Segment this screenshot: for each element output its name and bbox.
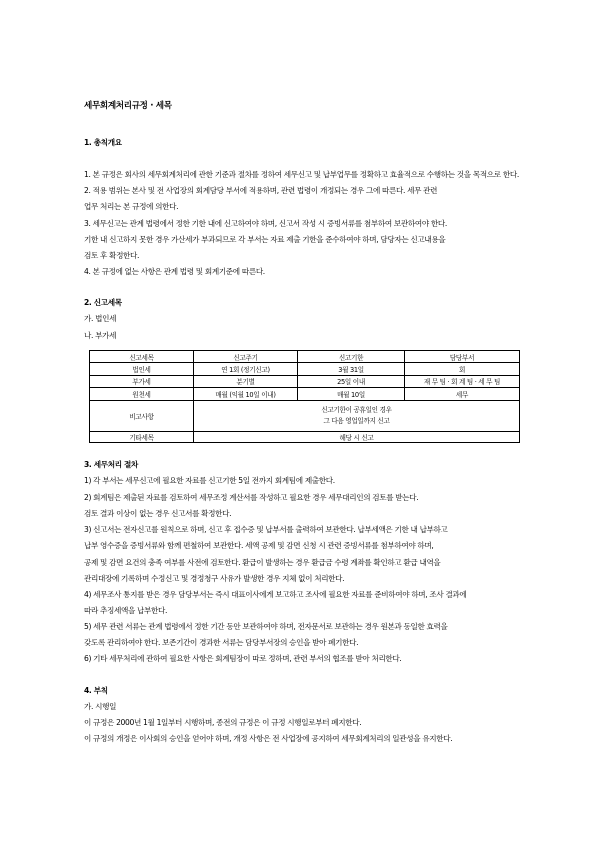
paragraph-line: 관리대장에 기록하며 수정신고 및 경정청구 사유가 발생한 경우 지체 없이 처리한다. (84, 574, 345, 583)
paragraph-line: 납부 영수증을 증빙서류와 함께 편철하여 보관한다. 세액 공제 및 감면 신청 시 관련 증빙서류를 첨부하여야 하며, (84, 541, 434, 550)
section-3-heading: 3. 세무처리 절차 (84, 460, 138, 469)
table-header-cell: 담당부서 (405, 351, 520, 363)
table-header-cell: 신고기한 (298, 351, 405, 363)
table-cell: 분기별 (194, 375, 298, 387)
paragraph-line: 이 규정은 2000년 1월 1일부터 시행하며, 종전의 규정은 이 규정 시행일로부터 폐지한다. (84, 718, 362, 727)
tax-schedule-table (89, 350, 520, 443)
subsection-label: 가. 시행일 (84, 702, 117, 711)
paragraph-line: 검토 결과 이상이 없는 경우 신고서를 확정한다. (84, 509, 232, 518)
section-4-heading: 4. 부칙 (84, 686, 108, 695)
paragraph-line: 4. 본 규정에 없는 사항은 관계 법령 및 회계기준에 따른다. (84, 267, 265, 276)
merged-cell-line: 신고기한이 공휴일인 경우 (321, 405, 392, 414)
table-cell: 부가세 (90, 375, 194, 387)
subsection-label: 나. 부가세 (84, 331, 117, 340)
subsection-label: 가. 법인세 (84, 314, 117, 323)
table-header-row (90, 351, 520, 363)
table-row (90, 363, 520, 375)
paragraph-line: 1. 본 규정은 회사의 세무회계처리에 관한 기준과 절차를 정하여 세무신고 및 납부업무를 정확하고 효율적으로 수행하는 것을 목적으로 한다. (84, 170, 519, 179)
table-cell: 3월 31일 (298, 363, 405, 375)
table-cell: 매월 10일 (298, 388, 405, 400)
paragraph-line: 검토 후 확정한다. (84, 251, 140, 260)
table-cell: 매월 (익월 10일 이내) (194, 388, 298, 400)
table-cell: 재 무 팀 · 회 계 팀 · 세 무 팀 (405, 375, 520, 387)
table-cell: 원천세 (90, 388, 194, 400)
paragraph-line: 따라 추징세액을 납부한다. (84, 606, 168, 615)
paragraph-line: 2) 회계팀은 제출된 자료를 검토하여 세무조정 계산서를 작성하고 필요한 경우 세무대리인의 검토를 받는다. (84, 493, 419, 502)
paragraph-line: 4) 세무조사 통지를 받은 경우 담당부서는 즉시 대표이사에게 보고하고 조사에 필요한 자료를 준비하여야 하며, 조사 결과에 (84, 590, 467, 599)
table-cell: 법인세 (90, 363, 194, 375)
table-row (90, 388, 520, 400)
paragraph-line: 3. 세무신고는 관계 법령에서 정한 기한 내에 신고하여야 하며, 신고서 작성 시 증빙서류를 첨부하여 보관하여야 한다. (84, 219, 447, 228)
document-title: 세무회계처리규정 · 세목 (84, 101, 172, 111)
table-cell: 연 1회 (정기신고) (194, 363, 298, 375)
paragraph-line: 이 규정의 개정은 이사회의 승인을 얻어야 하며, 개정 사항은 전 사업장에 공지하여 세무회계처리의 일관성을 유지한다. (84, 734, 453, 743)
table-row (90, 400, 520, 431)
paragraph-line: 갖도록 관리하여야 한다. 보존기간이 경과한 서류는 담당부서장의 승인을 받아 폐기한다. (84, 638, 359, 647)
table-header-cell: 신고세목 (90, 351, 194, 363)
paragraph-line: 1) 각 부서는 세무신고에 필요한 자료를 신고기한 5일 전까지 회계팀에 제출한다. (84, 476, 335, 485)
table-cell: 회 (405, 363, 520, 375)
table-cell: 25일 이내 (298, 375, 405, 387)
table-row (90, 375, 520, 387)
table-cell: 비고사항 (90, 400, 194, 431)
table-header-cell: 신고주기 (194, 351, 298, 363)
paragraph-line: 5) 세무 관련 서류는 관계 법령에서 정한 기간 동안 보관하여야 하며, 전자문서로 보관하는 경우 원본과 동일한 효력을 (84, 622, 448, 631)
section-1-heading: 1. 총칙개요 (84, 138, 122, 147)
table-cell: 세무 (405, 388, 520, 400)
table-row (90, 431, 520, 442)
merged-cell-line: 그 다음 영업일까지 신고 (323, 416, 390, 425)
paragraph-line: 공제 및 감면 요건의 충족 여부를 사전에 검토한다. 환급이 발생하는 경우 환급금 수령 계좌를 확인하고 환급 내역을 (84, 558, 441, 567)
table-merged-cell (194, 400, 520, 431)
table-merged-cell: 해당 시 신고 (194, 431, 520, 442)
paragraph-line: 6) 기타 세무처리에 관하여 필요한 사항은 회계팀장이 따로 정하며, 관련 부서의 협조를 받아 처리한다. (84, 654, 402, 663)
paragraph-line: 2. 적용 범위는 본사 및 전 사업장의 회계담당 부서에 적용하며, 관련 법령이 개정되는 경우 그에 따른다. 세무 관련 (84, 186, 438, 195)
paragraph-line: 기한 내 신고하지 못한 경우 가산세가 부과되므로 각 부서는 자료 제출 기한을 준수하여야 하며, 담당자는 신고내용을 (84, 235, 446, 244)
section-2-heading: 2. 신고세목 (84, 298, 122, 307)
paragraph-line: 3) 신고서는 전자신고를 원칙으로 하며, 신고 후 접수증 및 납부서를 출력하여 보관한다. 납부세액은 기한 내 납부하고 (84, 525, 448, 534)
paragraph-line: 업무 처리는 본 규정에 의한다. (84, 202, 179, 211)
table-cell: 기타세목 (90, 431, 194, 442)
